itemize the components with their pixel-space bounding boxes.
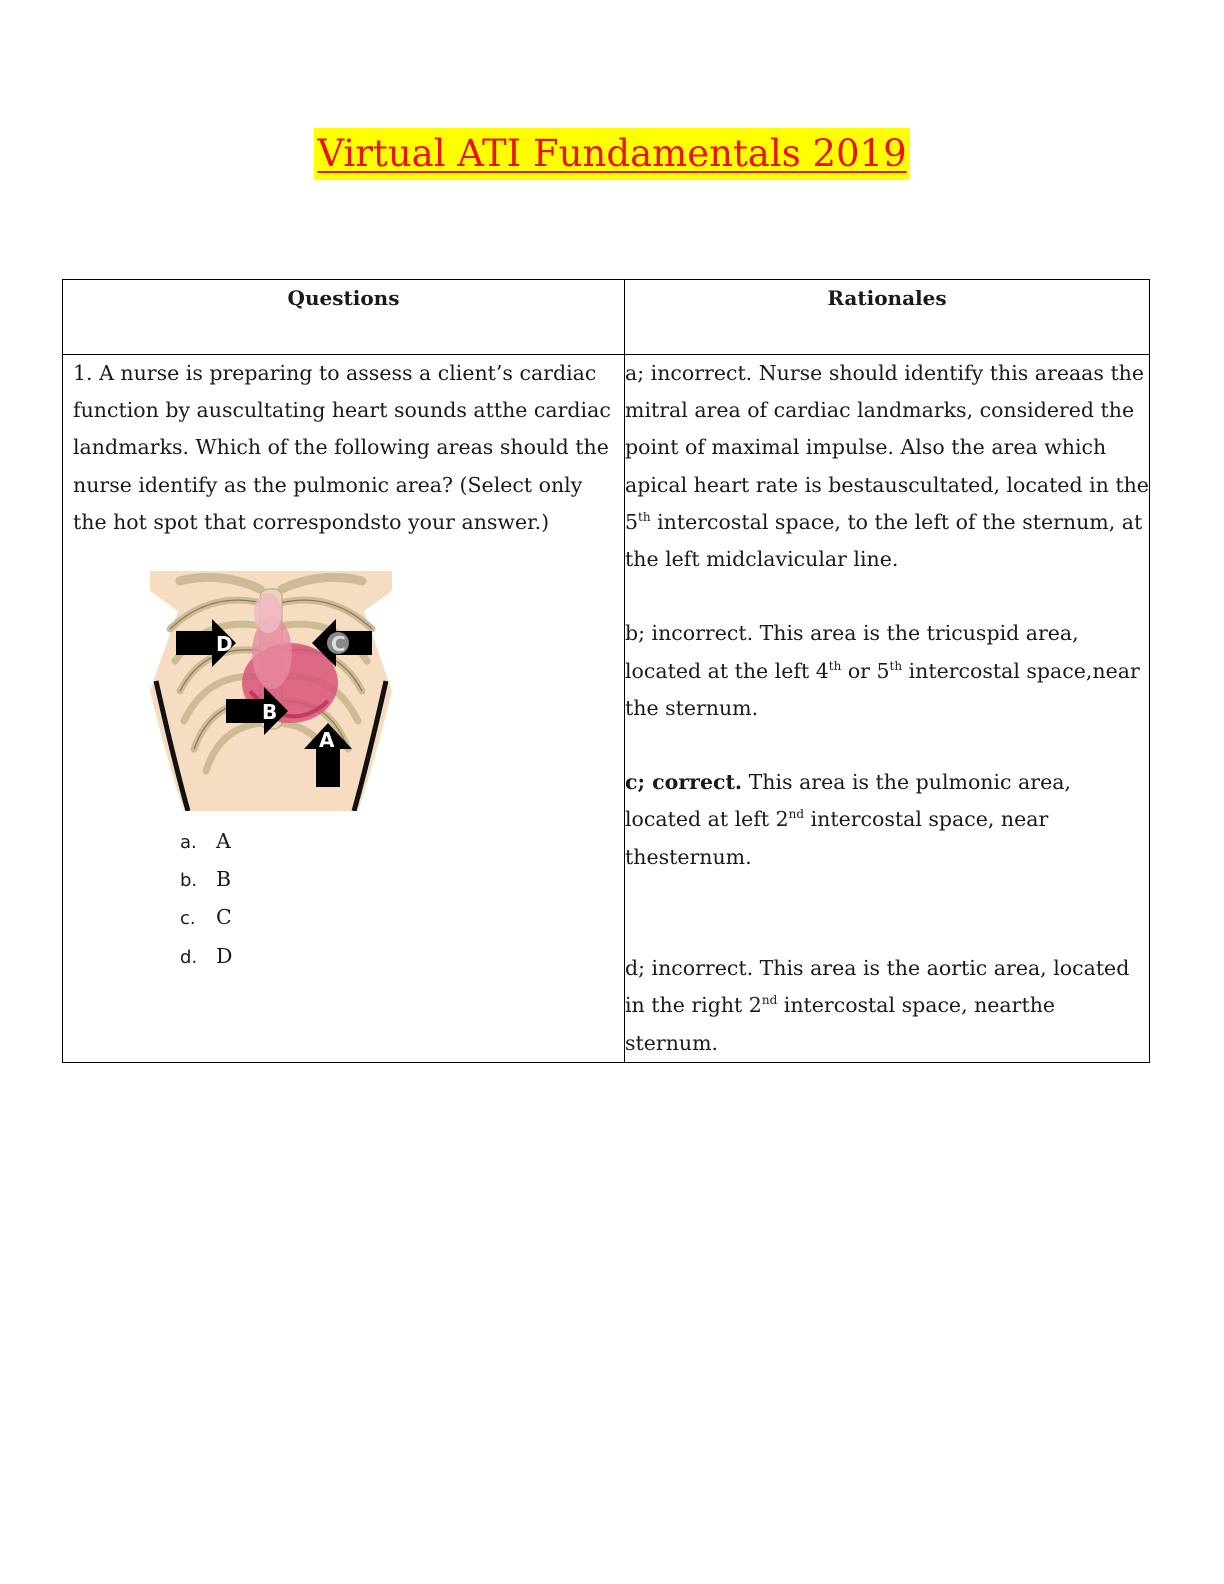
table-row	[63, 355, 1150, 1063]
option-text: C	[216, 905, 232, 930]
rationale-b-text-1: b; incorrect. This area is the tricuspid area, located at the left 4	[625, 621, 1079, 683]
answer-options	[180, 823, 624, 976]
spacer	[625, 913, 1149, 950]
option-letter: b.	[180, 870, 198, 892]
table-header-row	[63, 280, 1150, 355]
rationale-b-sup-1: th	[828, 658, 842, 673]
option-a[interactable]	[180, 823, 624, 861]
rationale-b-sup-2: th	[889, 658, 903, 673]
rationale-c	[625, 764, 1149, 876]
label-a: A	[319, 728, 335, 753]
rationales-header: Rationales	[827, 286, 947, 310]
rationale-a-text-2: intercostal space, to the left of the sternum, at the left midclavicular line.	[625, 509, 1143, 572]
option-letter: d.	[180, 946, 198, 968]
option-b[interactable]	[180, 861, 624, 899]
question-cell	[63, 355, 625, 1063]
rationale-a-sup: th	[638, 509, 651, 524]
rationale-cell	[625, 355, 1150, 1063]
rationale-d-text-2: intercostal space, nearthe sternum.	[625, 993, 1056, 1055]
option-text: D	[216, 943, 233, 968]
chest-diagram	[150, 571, 392, 811]
option-text: A	[216, 829, 231, 854]
rationales-header-cell	[625, 280, 1150, 355]
label-c: C	[331, 632, 346, 657]
rationale-c-lead: c; correct.	[625, 770, 743, 795]
rationale-c-text-2: intercostal space, near thesternum.	[625, 807, 1049, 869]
rationale-b-text-2: intercostal space,near the sternum.	[625, 658, 1140, 720]
rationale-d	[625, 950, 1149, 1062]
rationale-c-sup: nd	[788, 807, 805, 822]
rationale-a	[625, 355, 1149, 578]
spacer	[625, 727, 1149, 764]
rationale-a-text-1: a; incorrect. Nurse should identify this areaas the mitral area of cardiac landmarks, considered the point of maximal impulse. Also the area which apical heart rate is bestauscultated, located in the 5	[625, 361, 1149, 534]
chest-hotspot-figure[interactable]	[150, 571, 392, 811]
option-letter: a.	[180, 832, 197, 854]
rationale-d-text-1: d; incorrect. This area is the aortic area, located in the right 2	[625, 956, 1130, 1018]
page-title: Virtual ATI Fundamentals 2019	[314, 128, 909, 180]
qa-table	[62, 279, 1150, 1063]
rationale-d-sup: nd	[761, 993, 778, 1008]
option-d[interactable]	[180, 938, 624, 976]
question-text: 1. A nurse is preparing to assess a client’s cardiac function by auscultating heart sounds atthe cardiac landmarks. Which of the following areas should the nurse identify as the pulmonic area? (Select only the hot spot that correspondsto your answer.)	[73, 361, 611, 534]
rationale-c-text-1: This area is the pulmonic area, located at left 2	[625, 770, 1071, 832]
label-d: D	[216, 632, 233, 657]
option-text: B	[216, 867, 232, 892]
option-letter: c.	[180, 908, 196, 930]
option-c[interactable]	[180, 899, 624, 937]
rationale-b	[625, 615, 1149, 727]
spacer	[625, 578, 1149, 615]
questions-header: Questions	[63, 280, 625, 355]
title-wrap	[0, 128, 1224, 180]
rationale-b-text-mid: or 5	[841, 658, 890, 683]
spacer	[625, 876, 1149, 913]
label-b: B	[262, 700, 278, 725]
